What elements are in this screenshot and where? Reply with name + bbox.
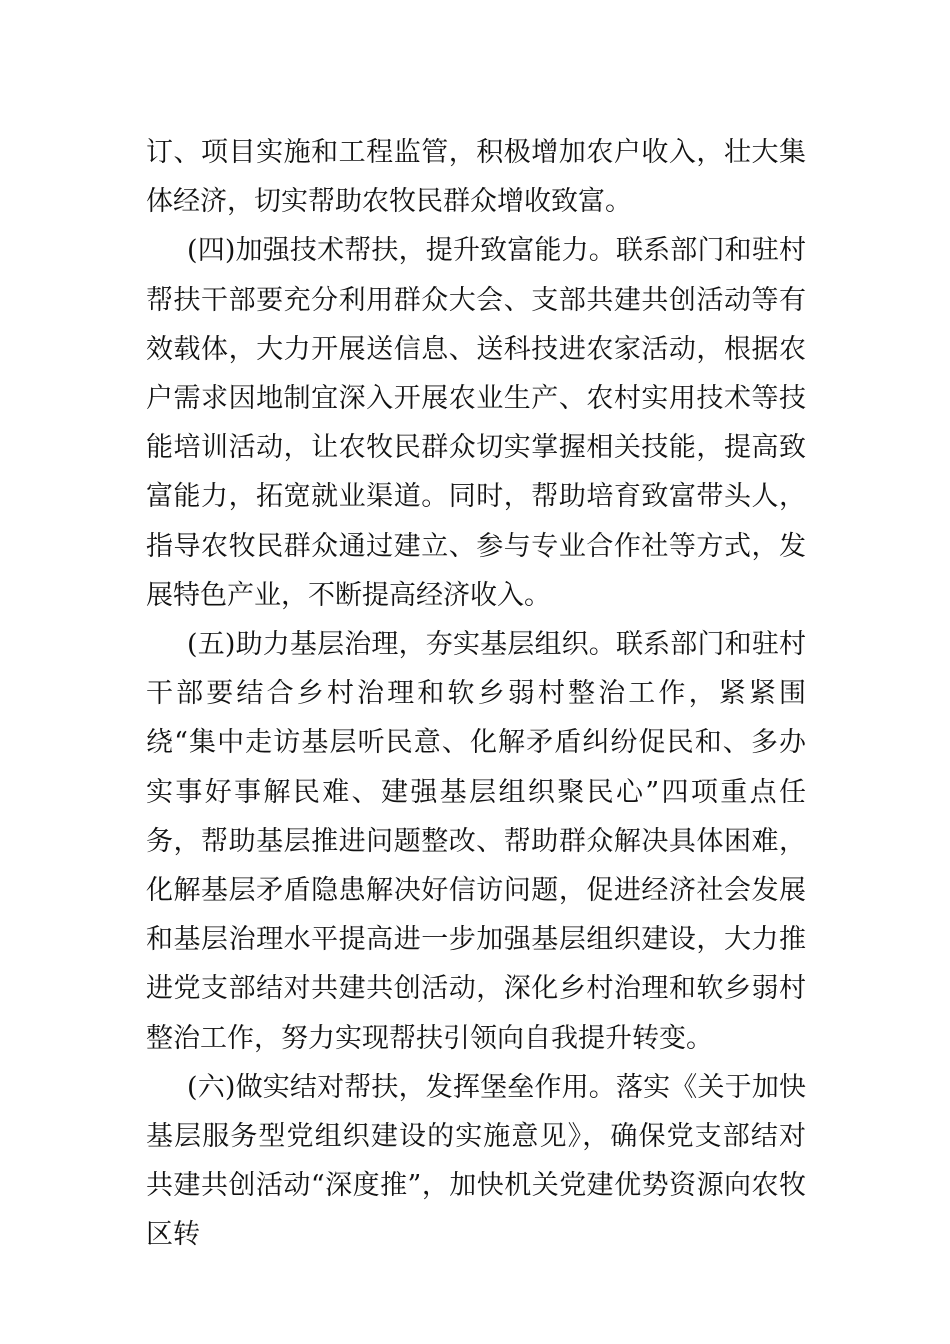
paragraph-continuation: 订、项目实施和工程监管，积极增加农户收入，壮大集体经济，切实帮助农牧民群众增收致富。 — [146, 137, 806, 218]
paragraph-section-6: (六)做实结对帮扶，发挥堡垒作用。落实《关于加快基层服务型党组织建设的实施意见》，确保党支部结对共建共创活动“深度推”，加快机关党建优势资源向农牧区转 — [146, 1071, 806, 1251]
paragraph-section-5: (五)助力基层治理，夯实基层组织。联系部门和驻村干部要结合乡村治理和软乡弱村整治工作，紧紧围绕“集中走访基层听民意、化解矛盾纠纷促民和、多办实事好事解民难、建强基层组织聚民心”四项重点任务，帮助基层推进问题整改、帮助群众解决具体困难，化解基层矛盾隐患解决好信访问题，促进经济社会发展和基层治理水平提高进一步加强基层组织建设，大力推进党支部结对共建共创活动，深化乡村治理和软乡弱村整治工作，努力实现帮扶引领向自我提升转变。 — [146, 629, 806, 1054]
document-body — [146, 128, 806, 1260]
paragraph-section-4: (四)加强技术帮扶，提升致富能力。联系部门和驻村帮扶干部要充分利用群众大会、支部共建共创活动等有效载体，大力开展送信息、送科技进农家活动，根据农户需求因地制宜深入开展农业生产、农村实用技术等技能培训活动，让农牧民群众切实掌握相关技能，提高致富能力，拓宽就业渠道。同时，帮助培育致富带头人，指导农牧民群众通过建立、参与专业合作社等方式，发展特色产业，不断提高经济收入。 — [146, 235, 806, 611]
